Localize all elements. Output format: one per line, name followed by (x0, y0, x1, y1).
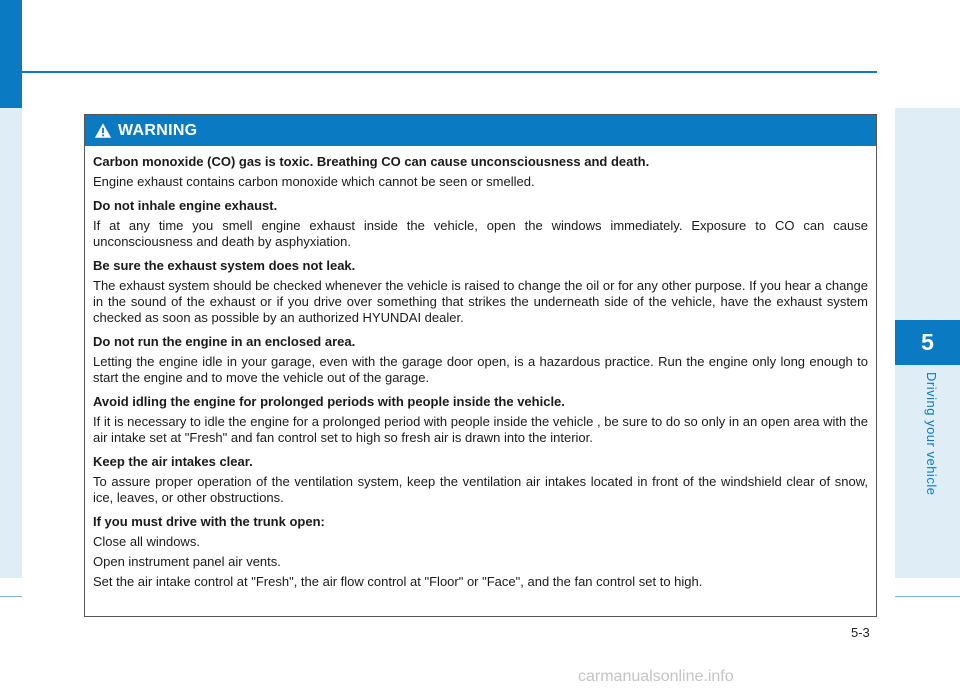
chapter-title: Driving your vehicle (924, 372, 939, 496)
section-heading: Do not run the engine in an enclosed area. (93, 334, 356, 349)
warning-triangle-icon (94, 122, 112, 139)
section-heading: Carbon monoxide (CO) gas is toxic. Breathing CO can cause unconsciousness and death. (93, 154, 650, 169)
chapter-number-tab[interactable]: 5 (895, 320, 960, 365)
section-text: The exhaust system should be checked whenever the vehicle is raised to change the oil or for any other purpose. If you hear a change in the sound of the exhaust or if you drive over something that strikes the underneath side of the vehicle, have the exhaust system checked as soon as possible by an authorized HYUNDAI dealer. (93, 278, 868, 325)
section-heading: Be sure the exhaust system does not leak. (93, 258, 356, 273)
warning-header (85, 115, 876, 146)
instruction-line: Open instrument panel air vents. (93, 554, 281, 569)
warning-section (93, 334, 868, 386)
trunk-section (93, 514, 868, 590)
section-text: If it is necessary to idle the engine for a prolonged period with people inside the vehicle , be sure to do so only in an open area with the air intake set at "Fresh" and fan control set to high so fresh air is drawn into the interior. (93, 414, 868, 445)
warning-section (93, 258, 868, 326)
warning-section (93, 154, 868, 190)
section-heading: If you must drive with the trunk open: (93, 514, 325, 529)
section-heading: Avoid idling the engine for prolonged periods with people inside the vehicle. (93, 394, 565, 409)
section-text: If at any time you smell engine exhaust inside the vehicle, open the windows immediately. Exposure to CO can cause unconsciousness and death by asphyxiation. (93, 218, 868, 249)
warning-section (93, 454, 868, 506)
watermark: carmanualsonline.info (578, 668, 734, 685)
section-heading: Keep the air intakes clear. (93, 454, 253, 469)
section-text: Letting the engine idle in your garage, even with the garage door open, is a hazardous practice. Run the engine only long enough to start the engine and to move the vehicle out of the garage. (93, 354, 868, 385)
warning-box (84, 114, 877, 617)
warning-section (93, 394, 868, 446)
warning-title: WARNING (118, 121, 198, 139)
page-number: 5-3 (851, 625, 870, 640)
right-divider (895, 596, 960, 597)
section-heading: Do not inhale engine exhaust. (93, 198, 278, 213)
warning-section (93, 198, 868, 250)
instruction-line: Set the air intake control at "Fresh", the air flow control at "Floor" or "Face", and the fan control set to high. (93, 574, 703, 589)
left-accent-block (0, 0, 22, 108)
header-rule (22, 71, 877, 73)
instruction-line: Close all windows. (93, 534, 200, 549)
section-text: To assure proper operation of the ventilation system, keep the ventilation air intakes located in front of the windshield clear of snow, ice, leaves, or other obstructions. (93, 474, 868, 505)
warning-body (85, 146, 876, 590)
left-divider (0, 596, 22, 597)
section-text: Engine exhaust contains carbon monoxide which cannot be seen or smelled. (93, 174, 535, 189)
